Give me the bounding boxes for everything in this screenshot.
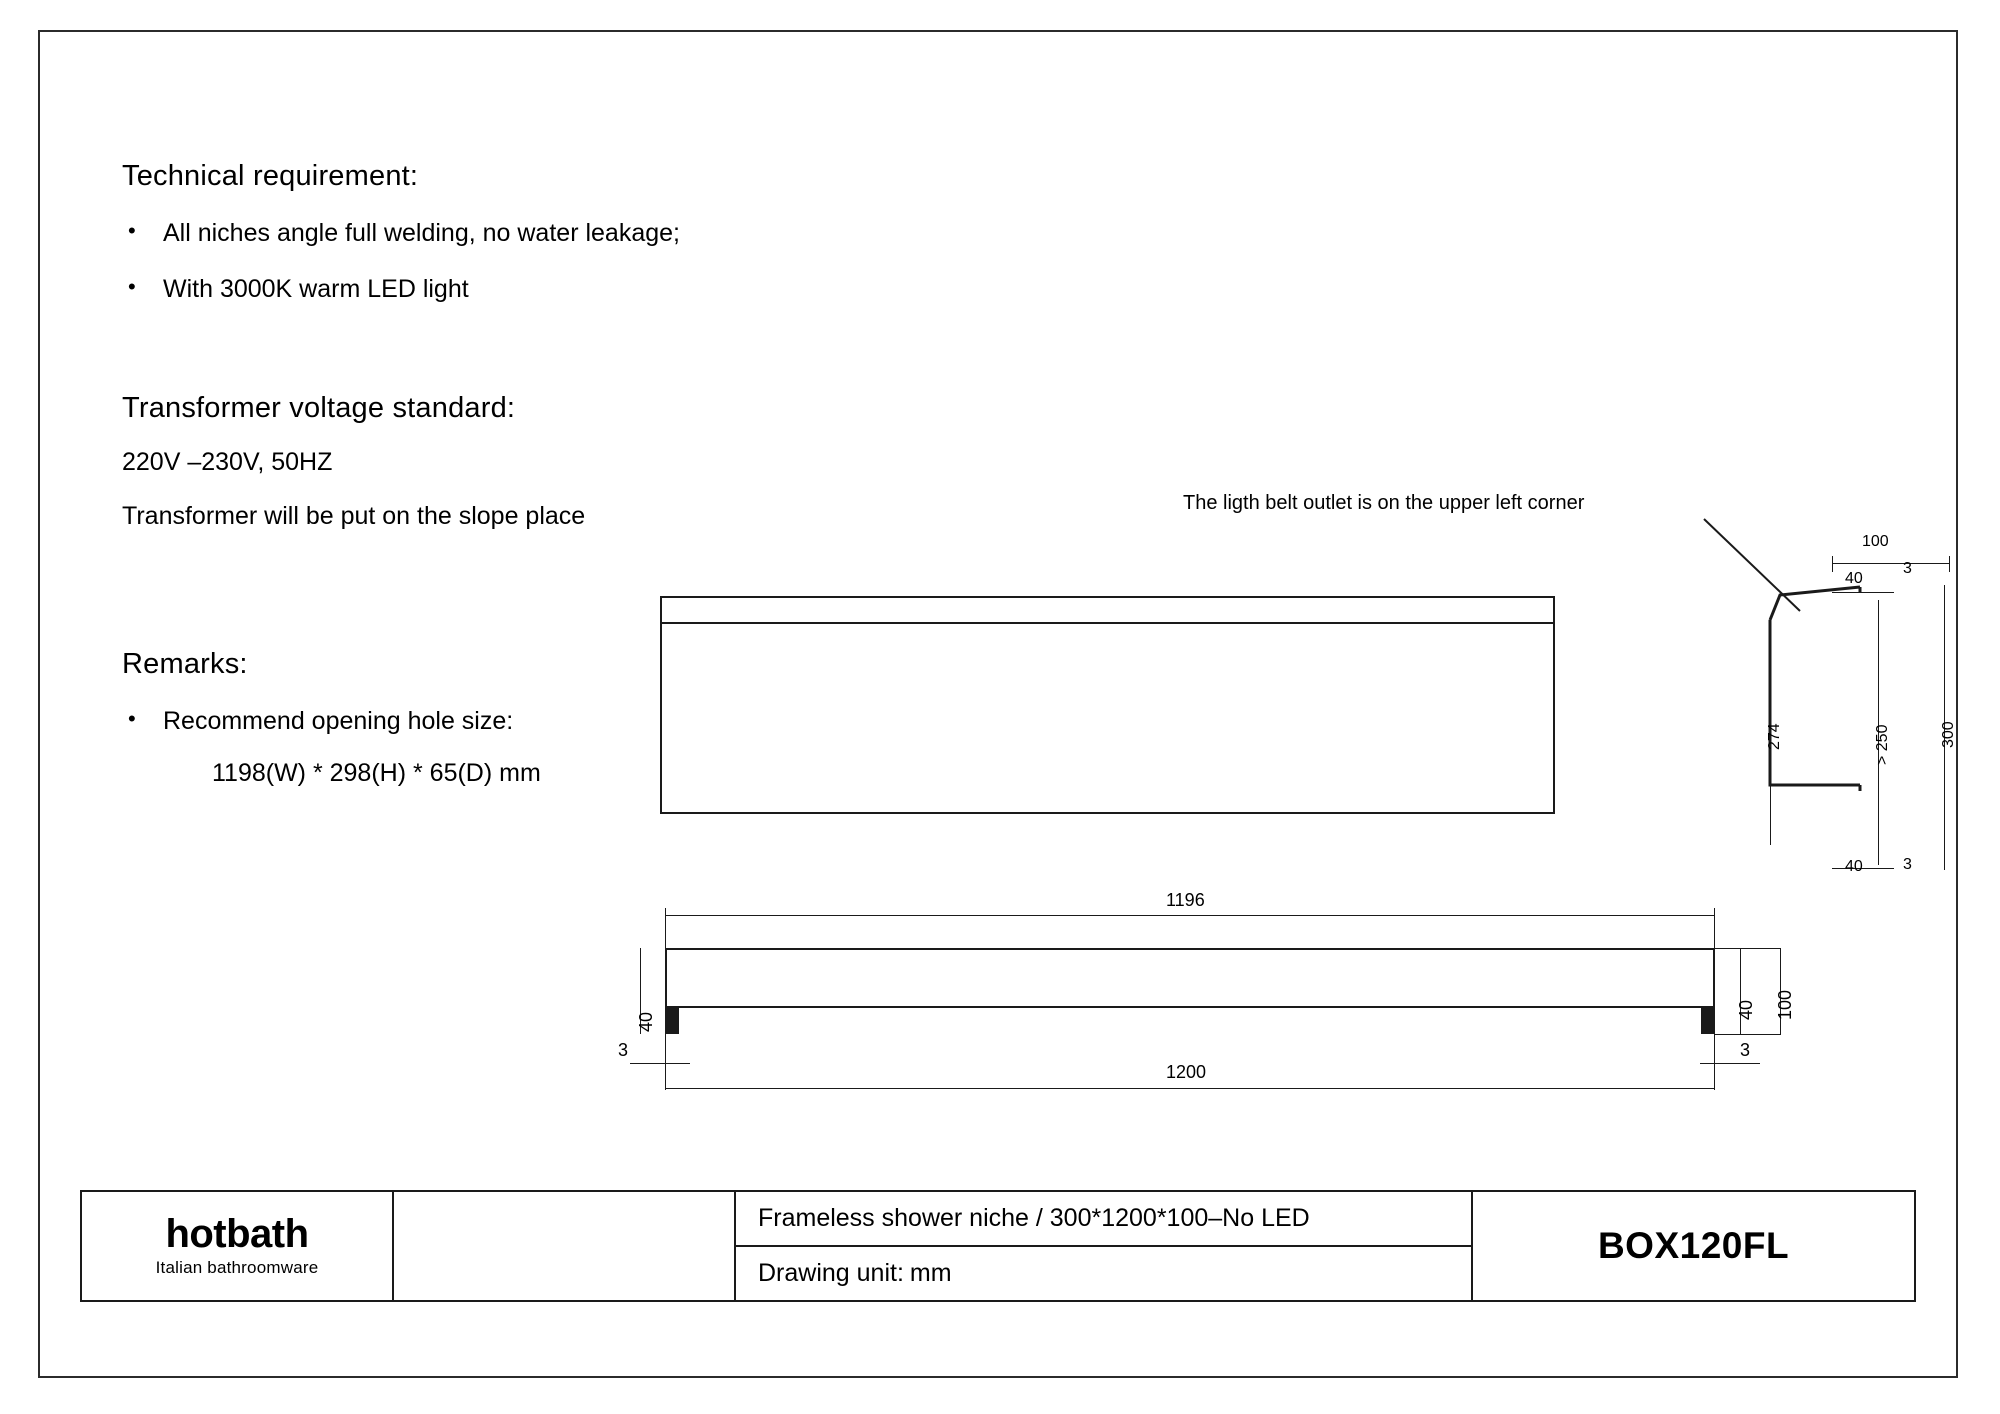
product-code: BOX120FL <box>1597 1225 1790 1266</box>
dim-front-flange-left: 40 <box>636 1011 656 1032</box>
dim-section-top-flange: 40 <box>1845 570 1863 587</box>
dim-front-thickness-left: 3 <box>618 1040 629 1060</box>
title-block-description-cells <box>736 1192 1473 1300</box>
dim-1196-ext-left <box>665 908 666 948</box>
remarks-heading: Remarks: <box>122 648 248 680</box>
plan-left-flange <box>665 1008 679 1034</box>
dim-front-width-inner: 1196 <box>1166 890 1205 910</box>
front-elevation-top-edge <box>662 622 1553 624</box>
section-dim-40-bottom-line <box>1832 868 1894 869</box>
transformer-voltage-heading: Transformer voltage standard: <box>122 392 516 424</box>
dim-3-left-line <box>630 1063 690 1064</box>
drawing-unit-label: Drawing unit: <box>758 1259 904 1287</box>
technical-requirement-heading: Technical requirement: <box>122 160 419 192</box>
section-dim-100-line <box>1832 563 1950 564</box>
dim-40-right-line <box>1740 948 1741 1034</box>
section-dim-40-top-line <box>1832 592 1894 593</box>
dim-section-height-outer: 300 <box>1940 721 1957 748</box>
drawing-unit-row <box>736 1247 1471 1300</box>
dim-section-top-thickness: 3 <box>1903 560 1912 577</box>
section-dim-100-ext-right <box>1949 556 1950 572</box>
technical-item-1: • All niches angle full welding, no water leakage; <box>163 219 680 248</box>
technical-item-2: • With 3000K warm LED light <box>163 275 469 304</box>
remarks-hole-size: 1198(W) * 298(H) * 65(D) mm <box>212 759 541 787</box>
dim-front-depth: 100 <box>1775 989 1795 1020</box>
transformer-line-2: Transformer will be put on the slope place <box>122 502 586 530</box>
title-block <box>80 1190 1916 1302</box>
section-dim-100-ext-left <box>1832 556 1833 572</box>
drawing-unit-value: mm <box>909 1259 952 1287</box>
dim-1200-ext-right <box>1714 1034 1715 1090</box>
transformer-line-1: 220V –230V, 50HZ <box>122 448 333 476</box>
front-elevation-outline <box>660 596 1555 814</box>
dim-100-ext-bottom <box>1715 1034 1781 1035</box>
brand-name: hotbath <box>165 1212 309 1256</box>
dim-1196-ext-right <box>1714 908 1715 948</box>
remarks-item-1: • Recommend opening hole size: <box>163 707 513 736</box>
dim-100-ext-top <box>1715 948 1781 949</box>
dim-1196-line <box>665 915 1715 916</box>
dim-section-height-inner: 274 <box>1766 723 1783 750</box>
title-block-empty-cell <box>394 1192 736 1300</box>
light-outlet-note: The ligth belt outlet is on the upper left corner <box>1183 492 1585 514</box>
plan-view-outline <box>665 948 1715 1008</box>
dim-section-bottom-flange: 40 <box>1845 858 1863 875</box>
dim-front-flange-right: 40 <box>1736 999 1756 1020</box>
dim-1200-line <box>665 1088 1715 1089</box>
product-description: Frameless shower niche / 300*1200*100–No LED <box>736 1192 1471 1247</box>
dim-section-bottom-thickness: 3 <box>1903 856 1912 873</box>
dim-section-height-clear: > 250 <box>1874 724 1891 765</box>
plan-right-flange <box>1701 1008 1715 1034</box>
dim-front-width-outer: 1200 <box>1166 1062 1207 1082</box>
dim-section-top-width: 100 <box>1862 533 1889 550</box>
dim-front-thickness-right: 3 <box>1740 1040 1751 1060</box>
dim-3-right-line <box>1700 1063 1760 1064</box>
dim-1200-ext-left <box>665 1034 666 1090</box>
brand-logo <box>82 1192 394 1300</box>
brand-tagline: Italian bathroomware <box>155 1258 319 1277</box>
